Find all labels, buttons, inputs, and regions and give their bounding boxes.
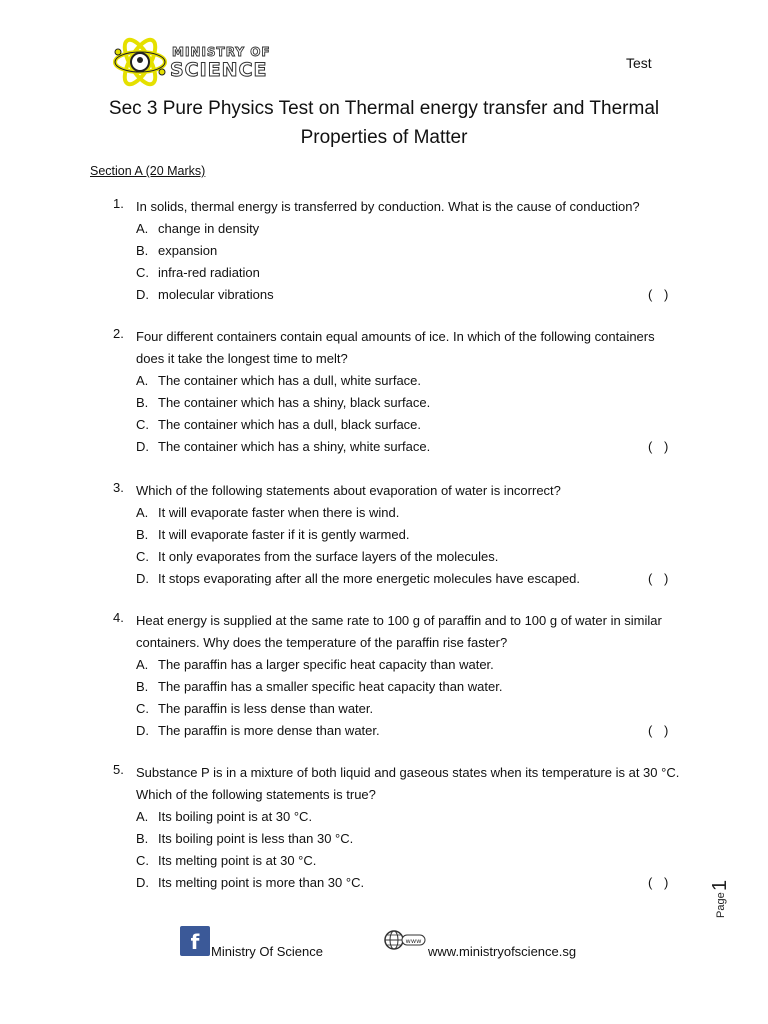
question-number: 3. <box>113 480 124 495</box>
answer-bracket[interactable]: ( ) <box>648 439 673 454</box>
answer-option <box>136 502 399 524</box>
answer-option <box>136 698 373 720</box>
answer-option <box>136 806 312 828</box>
answer-option <box>136 546 498 568</box>
option-letter: B. <box>136 395 149 410</box>
option-text: It only evaporates from the surface layers of the molecules. <box>158 549 499 564</box>
section-heading: Section A (20 Marks) <box>90 164 206 178</box>
option-letter: D. <box>136 439 149 454</box>
answer-option <box>136 262 260 284</box>
option-letter: B. <box>136 679 149 694</box>
question-stem: Substance P is in a mixture of both liquid and gaseous states when its temperature is at 30 °C. Which of the following statements is true? <box>136 765 680 802</box>
facebook-icon[interactable]: f <box>180 926 210 956</box>
answer-bracket[interactable]: ( ) <box>648 875 673 890</box>
option-text: It will evaporate faster when there is wind. <box>158 505 400 520</box>
option-text: Its boiling point is at 30 °C. <box>158 809 313 824</box>
option-text: The paraffin is less dense than water. <box>158 701 374 716</box>
title-line-2: Properties of Matter <box>300 127 468 148</box>
option-letter: B. <box>136 527 149 542</box>
option-text: Its melting point is at 30 °C. <box>158 853 317 868</box>
document-type-label: Test <box>626 55 652 71</box>
option-letter: C. <box>136 265 149 280</box>
answer-option <box>136 370 421 392</box>
question-number: 2. <box>113 326 124 341</box>
option-text: The paraffin has a smaller specific heat capacity than water. <box>158 679 503 694</box>
answer-option <box>136 568 580 590</box>
option-letter: D. <box>136 287 149 302</box>
option-letter: C. <box>136 853 149 868</box>
option-text: The paraffin is more dense than water. <box>158 723 380 738</box>
option-letter: A. <box>136 809 149 824</box>
answer-option <box>136 392 430 414</box>
answer-option <box>136 828 353 850</box>
option-letter: B. <box>136 243 149 258</box>
option-text: The container which has a dull, black surface. <box>158 417 422 432</box>
question-stem: Four different containers contain equal amounts of ice. In which of the following containers does it take the longest time to melt? <box>136 329 655 366</box>
globe-www-icon <box>383 929 427 951</box>
answer-option <box>136 850 316 872</box>
option-letter: A. <box>136 373 149 388</box>
option-text: molecular vibrations <box>158 287 274 302</box>
option-letter: C. <box>136 549 149 564</box>
option-letter: C. <box>136 417 149 432</box>
answer-option <box>136 872 364 894</box>
answer-option <box>136 218 259 240</box>
option-text: The container which has a shiny, white surface. <box>158 439 431 454</box>
atom-icon <box>115 36 165 88</box>
option-letter: D. <box>136 723 149 738</box>
question-stem: Heat energy is supplied at the same rate to 100 g of paraffin and to 100 g of water in similar containers. Why does the temperature of the paraffin rise faster? <box>136 613 662 650</box>
question-number: 4. <box>113 610 124 625</box>
question-stem: In solids, thermal energy is transferred by conduction. What is the cause of conduction? <box>136 199 640 214</box>
website-link[interactable]: www.ministryofscience.sg <box>428 944 577 959</box>
page-number-marker <box>696 868 746 918</box>
option-letter: A. <box>136 505 149 520</box>
answer-option <box>136 654 494 676</box>
www-badge-text: www <box>405 937 422 945</box>
ministry-of-science-logo <box>112 36 272 88</box>
answer-option <box>136 676 502 698</box>
title-line-1: Sec 3 Pure Physics Test on Thermal energy transfer and Thermal <box>108 98 660 119</box>
answer-bracket[interactable]: ( ) <box>648 571 673 586</box>
logo-text-line1: MINISTRY OF <box>172 45 271 59</box>
option-text: It will evaporate faster if it is gently warmed. <box>158 527 410 542</box>
question-number: 1. <box>113 196 124 211</box>
answer-option <box>136 524 409 546</box>
option-text: Its boiling point is less than 30 °C. <box>158 831 354 846</box>
option-letter: D. <box>136 875 149 890</box>
answer-option <box>136 720 380 742</box>
option-letter: A. <box>136 221 149 236</box>
option-text: The container which has a shiny, black surface. <box>158 395 431 410</box>
option-letter: A. <box>136 657 149 672</box>
page-label: Page <box>715 892 727 918</box>
page-number: 1 <box>709 879 731 891</box>
option-letter: D. <box>136 571 149 586</box>
question-stem: Which of the following statements about evaporation of water is incorrect? <box>136 483 561 498</box>
option-text: Its melting point is more than 30 °C. <box>158 875 365 890</box>
option-text: change in density <box>158 221 260 236</box>
question-number: 5. <box>113 762 124 777</box>
option-letter: B. <box>136 831 149 846</box>
page-title <box>0 94 768 152</box>
answer-option <box>136 414 421 436</box>
answer-option <box>136 284 274 306</box>
option-text: The paraffin has a larger specific heat capacity than water. <box>158 657 494 672</box>
facebook-page-label[interactable]: Ministry Of Science <box>211 944 323 959</box>
answer-bracket[interactable]: ( ) <box>648 287 673 302</box>
option-text: expansion <box>158 243 218 258</box>
answer-option <box>136 436 430 458</box>
option-letter: C. <box>136 701 149 716</box>
option-text: The container which has a dull, white surface. <box>158 373 422 388</box>
option-text: It stops evaporating after all the more energetic molecules have escaped. <box>158 571 581 586</box>
answer-option <box>136 240 217 262</box>
answer-bracket[interactable]: ( ) <box>648 723 673 738</box>
option-text: infra-red radiation <box>158 265 260 280</box>
logo-text-line2: SCIENCE <box>170 59 268 81</box>
